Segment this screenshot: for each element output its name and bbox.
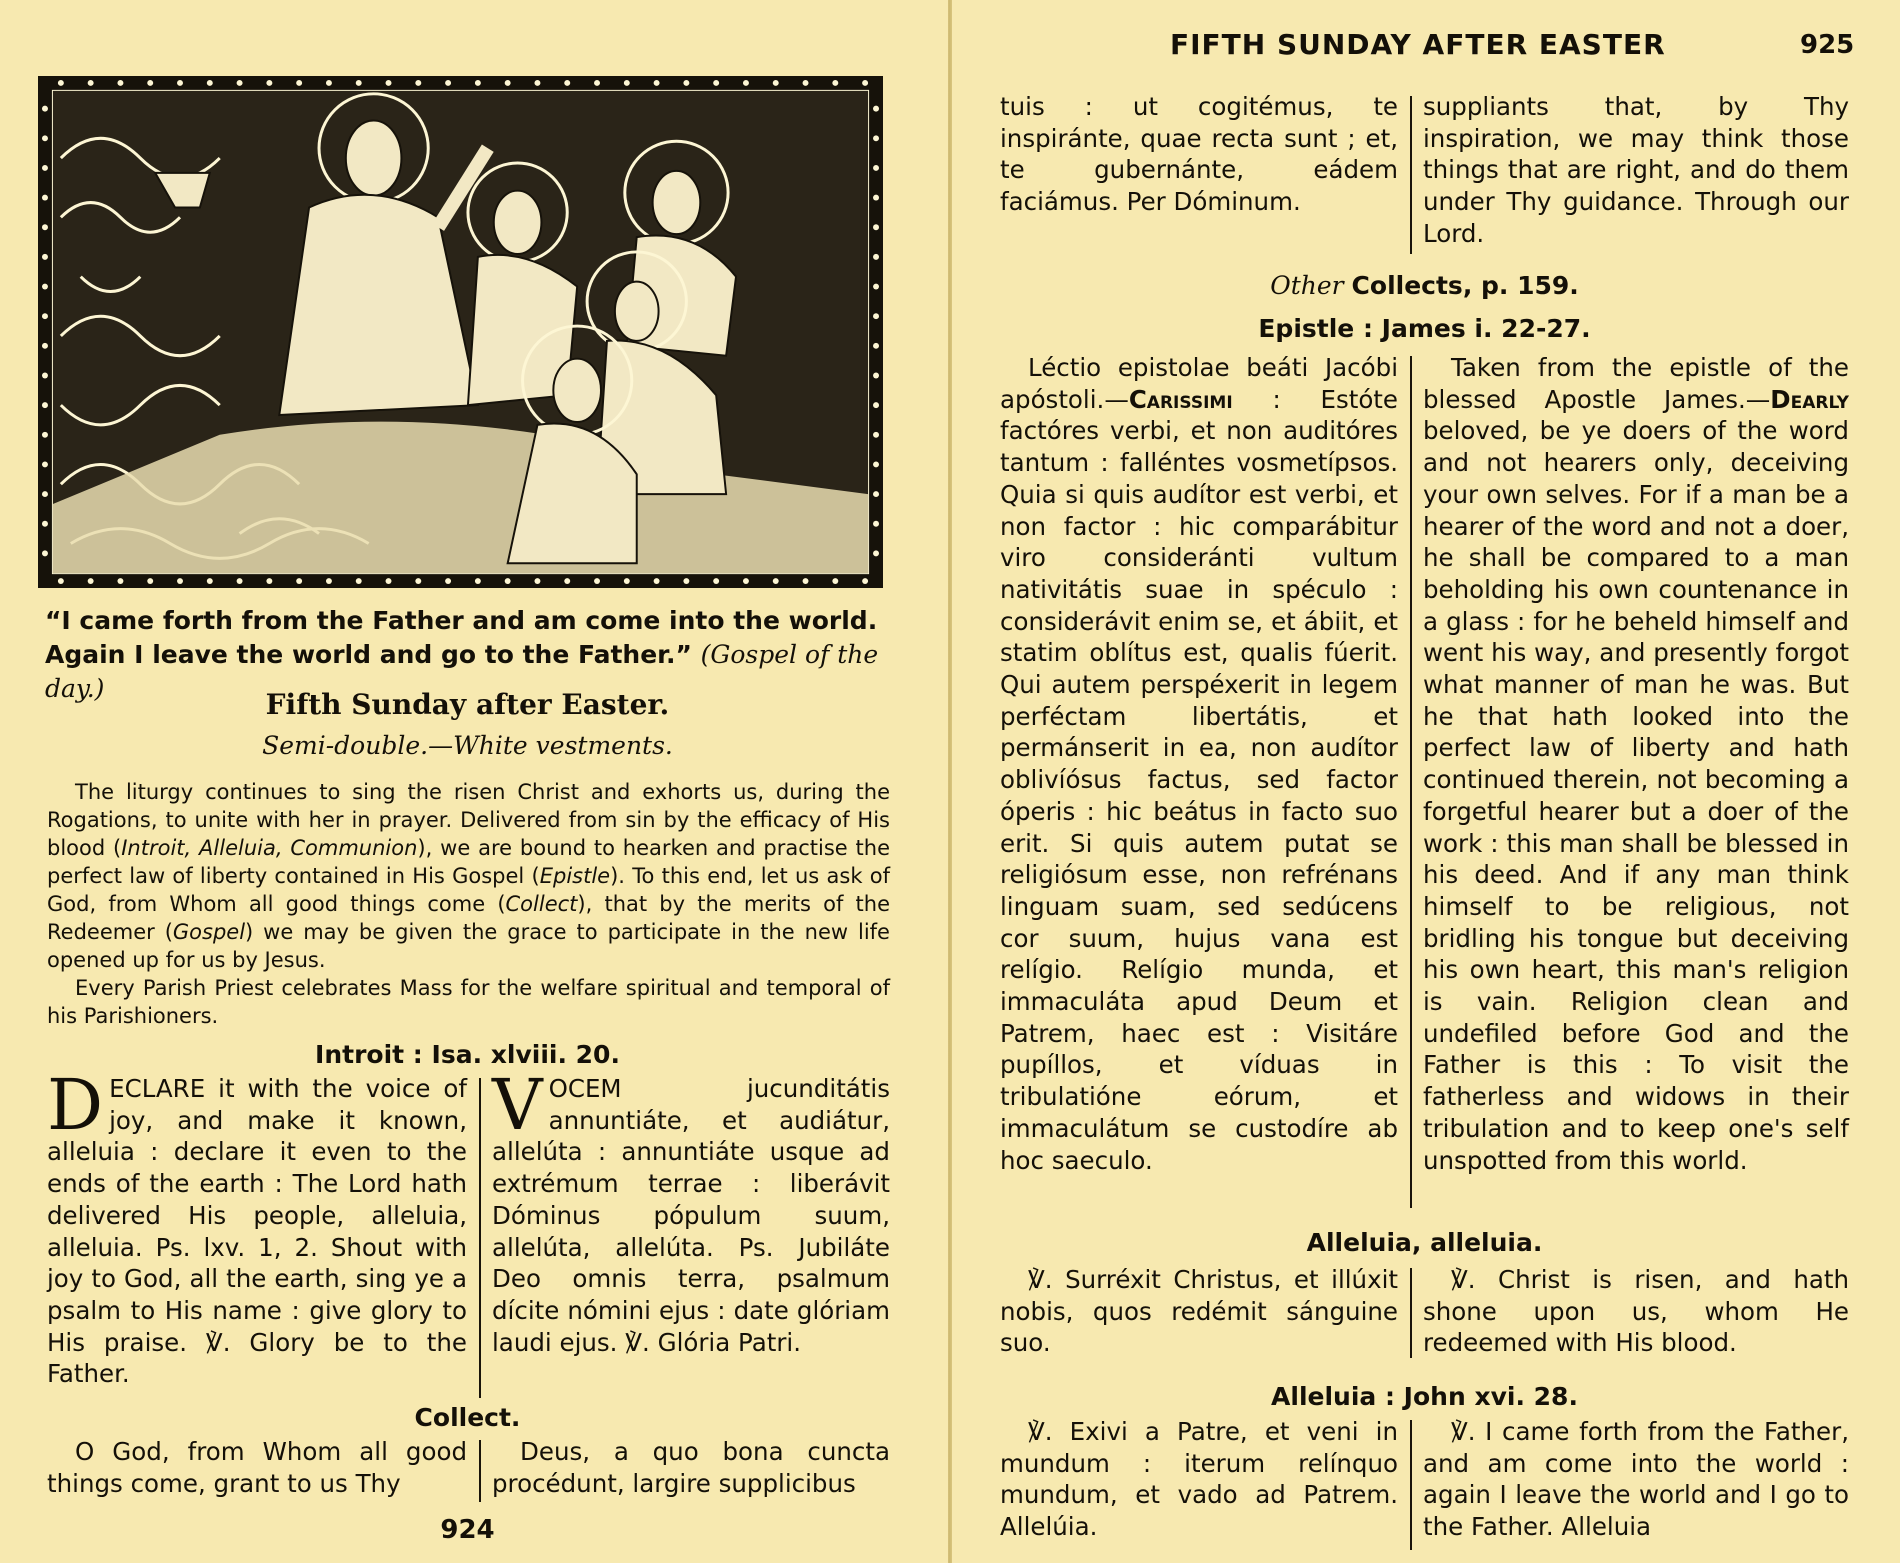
introit-latin-dropcap: V — [492, 1064, 543, 1146]
engraving-svg — [41, 79, 880, 585]
introit-english-text: ECLARE it with the voice of joy, and make it known, alleluia : declare it even to the ends of the earth : The Lord hath delivered His people, alleluia, alleluia. Ps. lxv. 1, 2. Shout with joy to God, all the earth, sing ye a psalm to His name : give glory to His praise. ℣. Glory be to the Father. — [47, 1074, 467, 1389]
epistle-latin-b: : Estóte factóres verbi, et non auditóres tantum : falléntes vosmetípsos. Quia si quis audítor est verbi, et non factor : hic comparábitur viro consideránti vultum nativitátis suae in spéculo : considerávit enim se, et ábiit, et statim oblítus est, qualis fúerit. Qui autem perspéxerit in legem perféctam libertátis, et permánserit in ea, non audítor oblivíósus factus, sed factor óperis : hic beátus in facto suo erit. Si quis autem putat se religiósum esse, non refrénans linguam suam, sed sedúcens cor suum, hujus vana est relígio. Relígio munda, et immaculáta apud Deum et Patrem, haec est : Visitáre pupíllos, et víduas in tribulatióne eórum, et immaculátum se custodíre ab hoc saeculo. — [1000, 384, 1398, 1175]
column-rule — [1410, 356, 1412, 1208]
alleluia-john-heading: Alleluia : John xvi. 28. — [1271, 1382, 1578, 1411]
intro-paragraph-1 — [47, 778, 890, 974]
intro-p1-c: ). To this end, let us ask of God, from Whom all good things come ( — [47, 864, 890, 916]
epistle-latin-smallcaps: Carissimi — [1128, 384, 1233, 414]
page-subtitle: Semi-double.—White vestments. — [262, 731, 673, 760]
intro-p1-epistle: Epistle — [539, 864, 611, 888]
engraving-illustration — [38, 76, 883, 588]
collect-english-continued: suppliants that, by Thy inspiration, we may think those things that are right, and do them under Thy guidance. Through our Lord. — [1423, 92, 1849, 248]
collect-heading: Collect. — [414, 1403, 521, 1432]
column-rule — [1410, 96, 1412, 254]
alleluia-verse-english: ℣. Christ is risen, and hath shone upon us, whom He redeemed with His blood. — [1423, 1265, 1849, 1358]
collect-latin-start: Deus, a quo bona cuncta procédunt, largire supplicibus — [492, 1437, 890, 1498]
epistle-english-b: beloved, be ye doers of the word and not hearers only, deceiving your own selves. For if a man be a hearer of the word and not a doer, he shall be compared to a man beholding his own countenance in a glass : for he beheld himself and went his way, and presently forgot what manner of man he was. But he that hath looked into the perfect law of liberty and hath continued therein, not becoming a forgetful hearer but a doer of the work : this man shall be blessed in his deed. And if any man think himself to be religious, not bridling his tongue but deceiving his own heart, this man's religion is vain. Religion clean and undefiled before God and the Father is this : To visit the fatherless and widows in their tribulation and to keep one's self unspotted from this world. — [1423, 416, 1849, 1175]
page-title: Fifth Sunday after Easter. — [265, 688, 670, 721]
caption-reference: (Gospel of the day.) — [45, 640, 879, 703]
epistle-english-a: Taken from the epistle of the blessed Apostle James.— — [1423, 353, 1849, 414]
page-number-right: 925 — [1800, 30, 1855, 60]
alleluia-john-latin: ℣. Exivi a Patre, et veni in mundum : iterum relínquo mundum, et vado ad Patrem. Allelúia. — [1000, 1417, 1398, 1542]
right-page — [952, 0, 1900, 1563]
intro-text — [47, 778, 890, 1030]
introit-english — [47, 1064, 467, 1390]
epistle-latin — [1000, 352, 1398, 1176]
intro-p1-b: ), we are bound to hearken and practise the perfect law of liberty contained in His Gospel ( — [47, 836, 890, 888]
left-page — [0, 0, 948, 1563]
epistle-heading: Epistle : James i. 22-27. — [1258, 314, 1591, 343]
alleluia-john-english: ℣. I came forth from the Father, and am come into the world : again I leave the world and I go to the Father. Alleluia — [1423, 1417, 1849, 1542]
intro-p1-collect: Collect — [505, 892, 578, 916]
collect-english-start: O God, from Whom all good things come, grant to us Thy — [47, 1437, 467, 1498]
intro-p1-refs: Introit, Alleluia, Communion — [121, 836, 418, 860]
alleluia-verse-latin: ℣. Surréxit Christus, et illúxit nobis, quos redémit sánguine suo. — [1000, 1265, 1398, 1358]
introit-heading: Introit : Isa. xlviii. 20. — [315, 1040, 620, 1069]
other-collects-ref: Collects, p. 159. — [1351, 271, 1579, 300]
column-rule — [1410, 1268, 1412, 1358]
running-head: FIFTH SUNDAY AFTER EASTER — [1170, 28, 1666, 61]
intro-paragraph-2: Every Parish Priest celebrates Mass for the welfare spiritual and temporal of his Parishioners. — [47, 976, 890, 1028]
column-rule — [479, 1440, 481, 1502]
collect-latin-continued: tuis : ut cogitémus, te inspiránte, quae recta sunt ; et, te gubernánte, eádem faciámus. Per Dóminum. — [1000, 92, 1398, 217]
introit-latin-text: OCEM jucunditátis annuntiáte, et audiátur, allelúta : annuntiáte usque ad extrémum terrae : liberávit Dóminus pópulum suum, allelúta, allelúta. Ps. Jubiláte Deo omnis terra, psalmum dícite nómini ejus : date glóriam laudi ejus. ℣. Glória Patri. — [492, 1074, 890, 1357]
page-number-left: 924 — [440, 1515, 495, 1545]
alleluia-heading: Alleluia, alleluia. — [1306, 1228, 1543, 1257]
caption-line-2-text: Again I leave the world and go to the Father.” — [45, 640, 692, 669]
column-rule — [479, 1078, 481, 1398]
epistle-english — [1423, 352, 1849, 1176]
intro-p1-gospel: Gospel — [172, 920, 246, 944]
other-collects-note — [1000, 271, 1849, 300]
epistle-latin-a: Léctio epistolae beáti Jacóbi apóstoli.— — [1000, 353, 1398, 414]
intro-p1-d: ), that by the merits of the Redeemer ( — [47, 892, 890, 944]
intro-p1-a: The liturgy continues to sing the risen Christ and exhorts us, during the Rogations, to unite with her in prayer. Delivered from sin by the efficacy of His blood ( — [47, 780, 890, 860]
introit-english-dropcap: D — [47, 1064, 104, 1146]
column-rule — [1410, 1420, 1412, 1550]
caption-line-1: “I came forth from the Father and am come into the world. — [45, 606, 878, 635]
other-word: Other — [1270, 271, 1344, 300]
intro-p1-e: ) we may be given the grace to participate in the new life opened up for us by Jesus. — [47, 920, 890, 972]
epistle-english-smallcaps: Dearly — [1770, 384, 1849, 414]
introit-latin — [492, 1064, 890, 1358]
